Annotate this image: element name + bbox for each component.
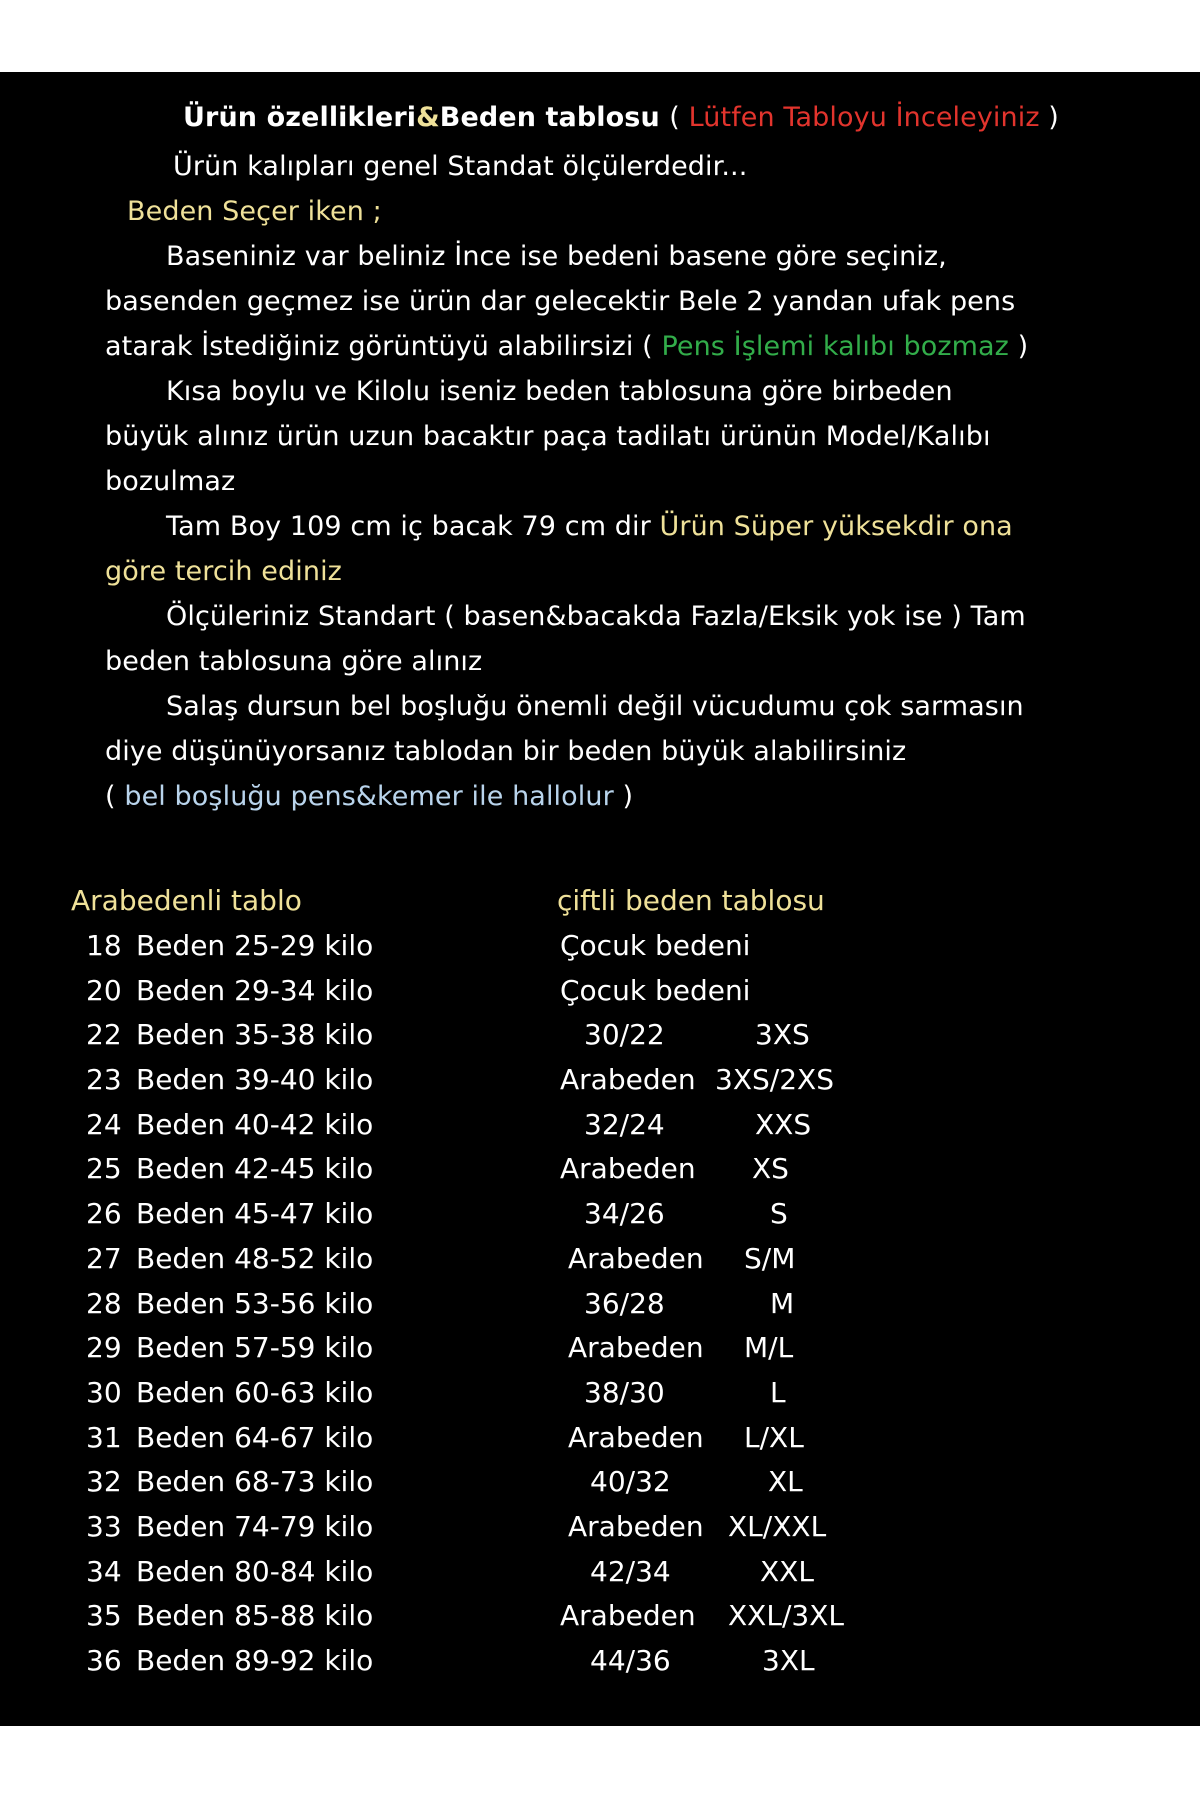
size-row xyxy=(86,924,406,969)
size-number: 18 xyxy=(86,929,122,962)
double-size-row xyxy=(560,1058,860,1103)
paragraph-1-line-1: Baseniniz var beliniz İnce ise bedeni basene göre seçiniz, xyxy=(166,241,947,272)
size-weight-range: Beden 48-52 kilo xyxy=(136,1241,374,1275)
letter-size: XS xyxy=(752,1152,789,1186)
letter-size: XXL/3XL xyxy=(728,1599,844,1633)
paragraph-4-line-2: beden tablosuna göre alınız xyxy=(105,646,483,677)
double-size-row xyxy=(560,1147,860,1192)
size-number: 34 xyxy=(86,1554,122,1588)
letter-size: XXL xyxy=(760,1554,814,1588)
size-row xyxy=(86,1058,406,1103)
double-size-code: Arabeden xyxy=(560,1063,696,1097)
size-number: 32 xyxy=(86,1465,122,1499)
double-size-row xyxy=(560,924,860,969)
left-table-heading: Arabedenli tablo xyxy=(71,884,302,917)
double-size-code: Çocuk bedeni xyxy=(560,973,751,1007)
title-note: Lütfen Tabloyu İnceleyiniz xyxy=(688,102,1040,133)
double-size-row xyxy=(560,1416,860,1461)
letter-size: S/M xyxy=(744,1241,796,1275)
intro-line-standard: Ürün kalıpları genel Standat ölçülerdedir... xyxy=(173,151,748,182)
size-number: 31 xyxy=(86,1420,122,1454)
paragraph-5-line-3-close: ) xyxy=(613,781,634,812)
size-number: 29 xyxy=(86,1331,122,1365)
size-weight-range: Beden 80-84 kilo xyxy=(136,1554,374,1588)
double-size-code: 42/34 xyxy=(590,1554,671,1588)
double-size-code: 40/32 xyxy=(590,1465,671,1499)
double-size-row xyxy=(560,1237,860,1282)
title-paren-close: ) xyxy=(1039,102,1059,133)
height-note: Ürün Süper yüksekdir ona xyxy=(659,511,1013,542)
letter-size: L xyxy=(770,1375,786,1409)
paragraph-2-line-1: Kısa boylu ve Kilolu iseniz beden tablosuna göre birbeden xyxy=(166,376,953,407)
size-number: 27 xyxy=(86,1241,122,1275)
size-row xyxy=(86,1237,406,1282)
size-row xyxy=(86,1371,406,1416)
double-size-code: Arabeden xyxy=(568,1509,704,1543)
size-weight-range: Beden 40-42 kilo xyxy=(136,1107,374,1141)
paragraph-5-line-1: Salaş dursun bel boşluğu önemli değil vücudumu çok sarmasın xyxy=(166,691,1024,722)
paragraph-1-line-2: basenden geçmez ise ürün dar gelecektir Bele 2 yandan ufak pens xyxy=(105,286,1016,317)
size-row xyxy=(86,1416,406,1461)
double-size-row xyxy=(560,1013,860,1058)
letter-size: XXS xyxy=(755,1107,812,1141)
page-title xyxy=(183,100,1059,136)
double-size-row xyxy=(560,1594,860,1639)
double-size-code: Çocuk bedeni xyxy=(560,929,751,962)
paragraph-3-line-1-text: Tam Boy 109 cm iç bacak 79 cm dir xyxy=(166,511,660,542)
paragraph-5-line-2: diye düşünüyorsanız tablodan bir beden büyük alabilirsiniz xyxy=(105,736,907,767)
size-row xyxy=(86,1147,406,1192)
size-row xyxy=(86,1550,406,1595)
size-weight-range: Beden 42-45 kilo xyxy=(136,1152,374,1186)
double-size-row xyxy=(560,1371,860,1416)
letter-size: S xyxy=(770,1197,788,1231)
size-weight-range: Beden 68-73 kilo xyxy=(136,1465,374,1499)
size-weight-range: Beden 85-88 kilo xyxy=(136,1599,374,1633)
size-weight-range: Beden 25-29 kilo xyxy=(136,929,374,962)
paragraph-1-line-3-text: atarak İstediğiniz görüntüyü alabilirsizi ( xyxy=(105,331,662,362)
size-weight-range: Beden 39-40 kilo xyxy=(136,1063,374,1097)
size-row xyxy=(86,1639,406,1684)
letter-size: XL/XXL xyxy=(728,1509,827,1543)
size-row xyxy=(86,1192,406,1237)
letter-size: M xyxy=(770,1286,795,1320)
double-size-row xyxy=(560,1550,860,1595)
double-size-row xyxy=(560,1103,860,1148)
pens-note: Pens İşlemi kalıbı bozmaz xyxy=(661,331,1009,362)
letter-size: XL xyxy=(768,1465,803,1499)
size-row xyxy=(86,1460,406,1505)
section-heading: Beden Seçer iken ; xyxy=(127,196,382,227)
double-size-row xyxy=(560,1639,860,1684)
double-size-code: Arabeden xyxy=(568,1241,704,1275)
size-row xyxy=(86,1505,406,1550)
size-number: 26 xyxy=(86,1197,122,1231)
title-part-2: Beden tablosu xyxy=(439,102,660,133)
size-number: 28 xyxy=(86,1286,122,1320)
double-size-code: 36/28 xyxy=(584,1286,665,1320)
double-size-row xyxy=(560,1282,860,1327)
letter-size: 3XS/2XS xyxy=(715,1063,834,1097)
size-number: 23 xyxy=(86,1063,122,1097)
size-row xyxy=(86,1103,406,1148)
double-size-code: 34/26 xyxy=(584,1197,665,1231)
double-size-code: 38/30 xyxy=(584,1375,665,1409)
paragraph-1-line-3-close: ) xyxy=(1008,331,1029,362)
size-weight-range: Beden 29-34 kilo xyxy=(136,973,374,1007)
double-size-code: 44/36 xyxy=(590,1644,671,1677)
paragraph-4-line-1: Ölçüleriniz Standart ( basen&bacakda Fazla/Eksik yok ise ) Tam xyxy=(166,601,1026,632)
paragraph-5-line-3 xyxy=(105,779,633,815)
double-size-code: 32/24 xyxy=(584,1107,665,1141)
size-weight-range: Beden 57-59 kilo xyxy=(136,1331,374,1365)
paragraph-2-line-3: bozulmaz xyxy=(105,466,236,497)
size-weight-range: Beden 74-79 kilo xyxy=(136,1509,374,1543)
double-size-code: Arabeden xyxy=(560,1599,696,1633)
double-size-row xyxy=(560,1460,860,1505)
size-number: 36 xyxy=(86,1644,122,1677)
size-row xyxy=(86,1326,406,1371)
size-row xyxy=(86,1282,406,1327)
double-size-code: Arabeden xyxy=(568,1420,704,1454)
paragraph-2-line-2: büyük alınız ürün uzun bacaktır paça tadilatı ürünün Model/Kalıbı xyxy=(105,421,991,452)
size-weight-range: Beden 89-92 kilo xyxy=(136,1644,374,1677)
letter-size: L/XL xyxy=(744,1420,804,1454)
right-table-heading: çiftli beden tablosu xyxy=(557,884,825,917)
double-size-code: Arabeden xyxy=(568,1331,704,1365)
size-number: 22 xyxy=(86,1018,122,1052)
paragraph-5-line-3-open: ( xyxy=(105,781,125,812)
double-size-row xyxy=(560,1326,860,1371)
size-number: 35 xyxy=(86,1599,122,1633)
size-row xyxy=(86,1013,406,1058)
size-number: 30 xyxy=(86,1375,122,1409)
size-weight-range: Beden 60-63 kilo xyxy=(136,1375,374,1409)
size-row xyxy=(86,969,406,1014)
size-number: 33 xyxy=(86,1509,122,1543)
paragraph-3-line-1 xyxy=(166,509,1013,545)
title-paren-open: ( xyxy=(669,102,689,133)
size-number: 24 xyxy=(86,1107,122,1141)
size-weight-range: Beden 35-38 kilo xyxy=(136,1018,374,1052)
double-size-code: Arabeden xyxy=(560,1152,696,1186)
right-size-table xyxy=(560,924,860,1684)
title-part-1: Ürün özellikleri xyxy=(183,102,417,133)
title-ampersand: & xyxy=(416,102,440,133)
size-row xyxy=(86,1594,406,1639)
double-size-row xyxy=(560,969,860,1014)
size-number: 20 xyxy=(86,973,122,1007)
size-number: 25 xyxy=(86,1152,122,1186)
size-weight-range: Beden 53-56 kilo xyxy=(136,1286,374,1320)
double-size-row xyxy=(560,1505,860,1550)
size-weight-range: Beden 64-67 kilo xyxy=(136,1420,374,1454)
double-size-row xyxy=(560,1192,860,1237)
letter-size: M/L xyxy=(744,1331,794,1365)
paragraph-1-line-3 xyxy=(105,329,1028,365)
paragraph-3-line-2: göre tercih ediniz xyxy=(105,556,342,587)
size-weight-range: Beden 45-47 kilo xyxy=(136,1197,374,1231)
letter-size: 3XS xyxy=(755,1018,810,1052)
waist-note: bel boşluğu pens&kemer ile hallolur xyxy=(124,781,614,812)
double-size-code: 30/22 xyxy=(584,1018,665,1052)
letter-size: 3XL xyxy=(762,1644,815,1677)
left-size-table xyxy=(86,924,406,1684)
